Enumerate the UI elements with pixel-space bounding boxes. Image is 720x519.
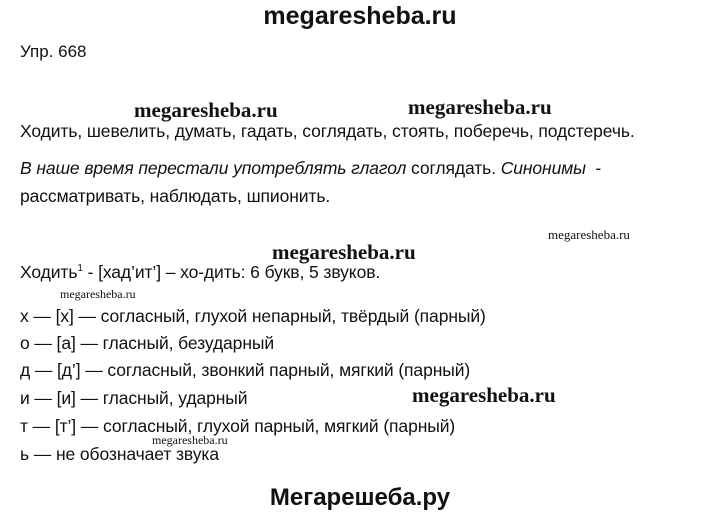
- synonyms-dash: -: [595, 158, 602, 178]
- watermark: megaresheba.ru: [408, 95, 552, 119]
- watermark: megaresheba.ru: [60, 287, 136, 301]
- letter-row: д — [д’] — согласный, звонкий парный, мягкий (парный): [20, 360, 471, 380]
- obsolete-word: соглядать.: [411, 158, 496, 178]
- analysis-footnote: 1: [77, 263, 83, 274]
- site-footer: Мегарешеба.ру: [269, 484, 451, 511]
- watermark: megaresheba.ru: [272, 240, 416, 264]
- obsolete-intro: В наше время перестали употреблять глагол: [20, 158, 407, 178]
- letter-row: т — [т’] — согласный, глухой парный, мягкий (парный): [20, 416, 456, 436]
- analysis-header: [20, 262, 380, 283]
- watermark: megaresheba.ru: [152, 433, 228, 447]
- letter-row: ь — не обозначает звука: [20, 444, 219, 464]
- analysis-rest: - [хад’ит’] – хо-дить: 6 букв, 5 звуков.: [87, 262, 381, 282]
- verbs-line: Ходить, шевелить, думать, гадать, соглядать, стоять, поберечь, подстеречь.: [20, 121, 635, 141]
- exercise-title: Упр. 668: [20, 42, 87, 61]
- watermark: megaresheba.ru: [548, 227, 630, 242]
- synonyms-list: рассматривать, наблюдать, шпионить.: [20, 186, 331, 206]
- analysis-word: Ходить: [20, 262, 78, 282]
- watermark: megaresheba.ru: [134, 98, 278, 122]
- letter-row: о — [а] — гласный, безударный: [20, 333, 275, 353]
- letter-row: х — [х] — согласный, глухой непарный, твёрдый (парный): [20, 306, 486, 326]
- obsolete-line: [20, 158, 601, 179]
- site-header: megaresheba.ru: [263, 2, 457, 30]
- watermark: megaresheba.ru: [412, 383, 556, 407]
- letter-row: и — [и] — гласный, ударный: [20, 388, 248, 408]
- synonyms-label: Синонимы: [500, 158, 586, 178]
